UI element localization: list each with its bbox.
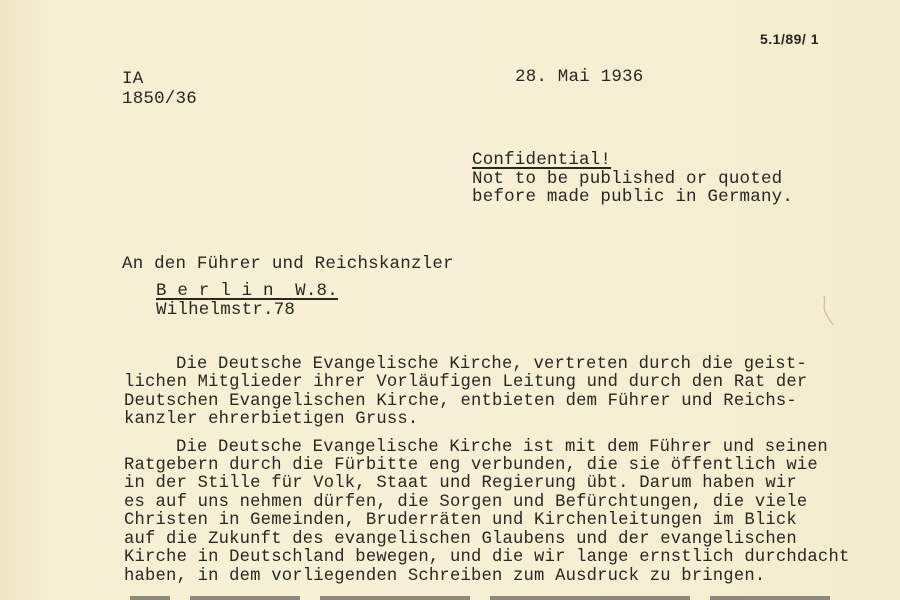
- paragraph-2-line: Kirche in Deutschland bewegen, und die wir lange ernstlich durchdacht: [124, 548, 850, 567]
- archive-stamp: 5.1/89/ 1: [760, 31, 819, 47]
- paragraph-1-line: Die Deutsche Evangelische Kirche, vertreten durch die geist-: [176, 355, 807, 374]
- reference-code-line2: 1850/36: [122, 89, 197, 109]
- pen-mark-icon: [820, 292, 838, 328]
- confidential-heading: Confidential!: [472, 150, 612, 170]
- paragraph-1-line: Deutschen Evangelischen Kirche, entbieten dem Führer und Reichs-: [124, 392, 797, 411]
- address-street: Wilhelmstr.78: [156, 300, 296, 320]
- paragraph-2-line: Die Deutsche Evangelische Kirche ist mit dem Führer und seinen: [176, 438, 828, 457]
- recipient-line: An den Führer und Reichskanzler: [122, 254, 454, 274]
- paragraph-2-line: auf die Zukunft des evangelischen Glaubens und der evangelischen: [124, 530, 797, 549]
- paragraph-2-line: in der Stille für Volk, Staat und Regierung übt. Darum haben wir: [124, 474, 797, 493]
- reference-code-line1: IA: [122, 69, 144, 89]
- next-line-cutoff: [130, 592, 850, 600]
- paragraph-2-line: es auf uns nehmen dürfen, die Sorgen und Befürchtungen, die viele: [124, 493, 808, 512]
- paragraph-1-line: lichen Mitglieder ihrer Vorläufigen Leitung und durch den Rat der: [124, 373, 808, 392]
- confidential-note-line2: before made public in Germany.: [472, 187, 794, 207]
- address-city: B e r l i n W.8.: [156, 281, 338, 301]
- paragraph-1-line: kanzler ehrerbietigen Gruss.: [124, 410, 419, 429]
- confidential-note-line1: Not to be published or quoted: [472, 169, 783, 189]
- paragraph-2-line: haben, in dem vorliegenden Schreiben zum Ausdruck zu bringen.: [124, 567, 766, 586]
- paragraph-2-line: Christen in Gemeinden, Bruderräten und Kirchenleitungen im Blick: [124, 511, 797, 530]
- paragraph-2-line: Ratgebern durch die Fürbitte eng verbunden, die sie öffentlich wie: [124, 456, 818, 475]
- letter-date: 28. Mai 1936: [515, 67, 644, 87]
